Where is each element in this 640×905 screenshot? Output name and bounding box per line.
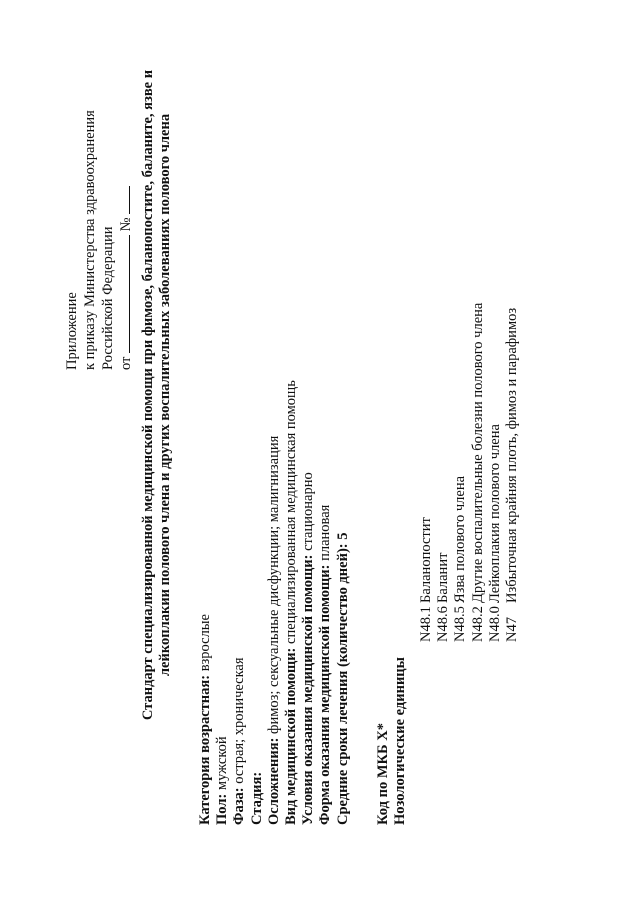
appendix-line-1: Приложение	[64, 292, 80, 370]
nosology-label: Нозологические единицы	[392, 657, 409, 825]
list-item: N48.2 Другие воспалительные болезни полового члена	[469, 302, 486, 642]
param-care-type: Вид медицинской помощи: специализированная медицинская помощь	[282, 380, 299, 825]
from-label: от	[118, 356, 134, 370]
list-item: N48.0 Лейкоплакия полового члена	[486, 424, 503, 642]
number-label: №	[118, 217, 134, 232]
icd-code-label: Код по МКБ X*	[375, 723, 391, 825]
param-stage: Стадия:	[248, 771, 265, 825]
appendix-header	[64, 110, 136, 370]
param-treatment-duration: Средние сроки лечения (количество дней): 5	[334, 532, 351, 825]
icd-section	[375, 657, 409, 825]
list-item: N48.6 Баланит	[435, 552, 452, 642]
param-phase: Фаза: острая; хроническая	[231, 657, 248, 825]
appendix-line-2: к приказу Министерства здравоохранения	[82, 110, 98, 370]
param-age: Категория возрастная: взрослые	[197, 614, 213, 825]
list-item: N47 Избыточная крайняя плоть, фимоз и парафимоз	[503, 307, 520, 642]
number-blank	[129, 186, 130, 214]
appendix-date-line	[118, 110, 136, 370]
standard-parameters	[197, 380, 352, 825]
list-item: N48.5 Язва полового члена	[452, 475, 469, 642]
icd-code-list	[418, 303, 521, 642]
date-blank	[129, 235, 130, 353]
document-title: Стандарт специализированной медицинской помощи при фимозе, баланопостите, баланите, язве и лейкоплакии полового члена и других воспалительных заболеваниях полового члена	[140, 69, 173, 721]
param-complications: Осложнения: фимоз; сексуальные дисфункции; малигнизация	[265, 435, 282, 825]
param-care-form: Форма оказания медицинской помощи: плановая	[317, 504, 334, 825]
param-care-conditions: Условия оказания медицинской помощи: стационарно	[300, 472, 317, 825]
param-sex: Пол: мужской	[214, 736, 231, 825]
list-item: N48.1 Баланопостит	[418, 517, 434, 642]
appendix-line-3: Российской Федерации	[100, 226, 116, 370]
